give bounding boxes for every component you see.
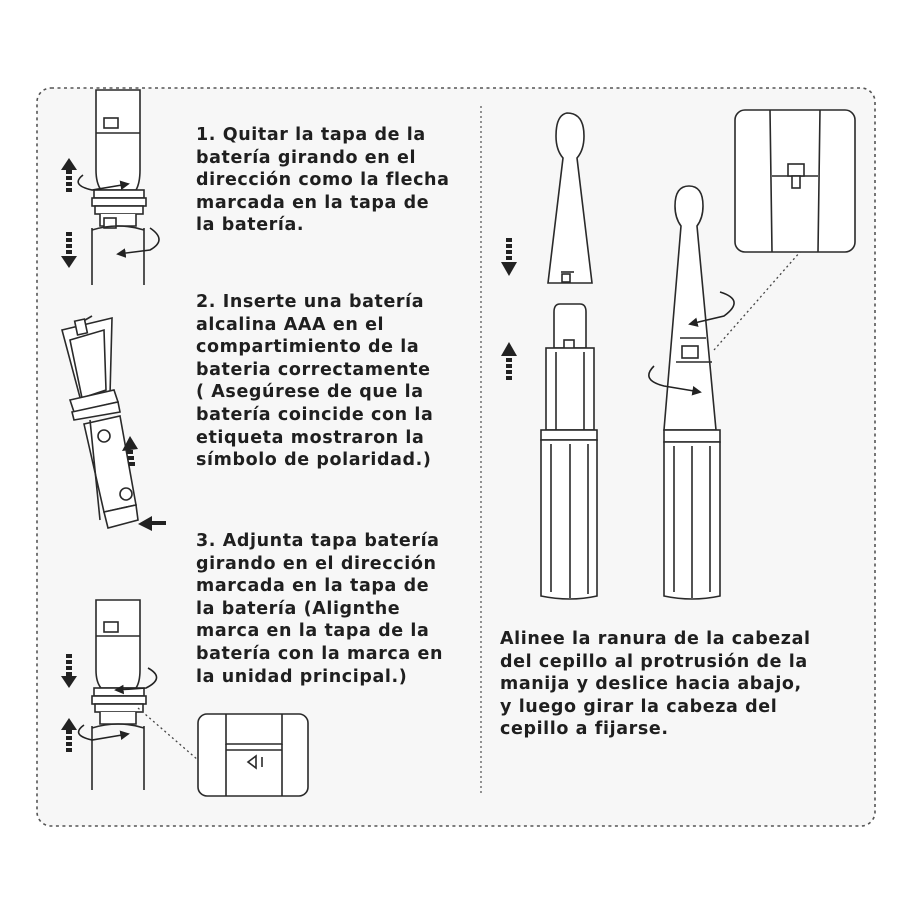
detail-inset-cap-alignment xyxy=(198,714,308,796)
step-text-line: etiqueta mostraron la xyxy=(196,427,425,448)
step-text-line: manija y deslice hacia abajo, xyxy=(500,674,802,695)
step-text-line: la batería (Alignthe xyxy=(196,598,401,619)
step-text-line: alcalina AAA en el xyxy=(196,314,385,335)
step-text-line: del cepillo al protrusión de la xyxy=(500,651,808,672)
step-text-line: la batería. xyxy=(196,215,305,236)
step-text-line: compartimiento de la xyxy=(196,337,420,358)
instruction-step-3 xyxy=(196,530,443,688)
step-text-line: símbolo de polaridad.) xyxy=(196,450,432,471)
step-text-line: bateria correctamente xyxy=(196,359,431,380)
instruction-step-2 xyxy=(196,291,433,472)
instruction-step-1 xyxy=(196,124,450,237)
step-text-line: marcada en la tapa de xyxy=(196,192,430,213)
step-text-line: batería coincide con la xyxy=(196,404,434,425)
step-text-line: batería con la marca en xyxy=(196,643,444,664)
step-text-line: y luego girar la cabeza del xyxy=(500,696,778,717)
instruction-step-4 xyxy=(500,628,811,741)
step-text-line: 1. Quitar la tapa de la xyxy=(196,125,426,145)
step-text-line: cepillo a fijarse. xyxy=(500,719,669,740)
step-text-line: 2. Inserte una batería xyxy=(196,292,425,312)
step-text-line: batería girando en el xyxy=(196,147,417,168)
step-text-line: dirección como la flecha xyxy=(196,170,450,191)
step-text-line: girando en el dirección xyxy=(196,553,437,574)
handle-illustration xyxy=(541,304,597,599)
detail-inset-head-alignment xyxy=(735,110,855,252)
step-text-line: Alinee la ranura de la cabezal xyxy=(500,629,811,649)
step-text-line: ( Asegúrese de que la xyxy=(196,382,424,403)
step-text-line: 3. Adjunta tapa batería xyxy=(196,531,440,551)
step-text-line: marca en la tapa de la xyxy=(196,621,430,642)
step-text-line: la unidad principal.) xyxy=(196,666,408,687)
step-text-line: marcada en la tapa de xyxy=(196,576,430,597)
